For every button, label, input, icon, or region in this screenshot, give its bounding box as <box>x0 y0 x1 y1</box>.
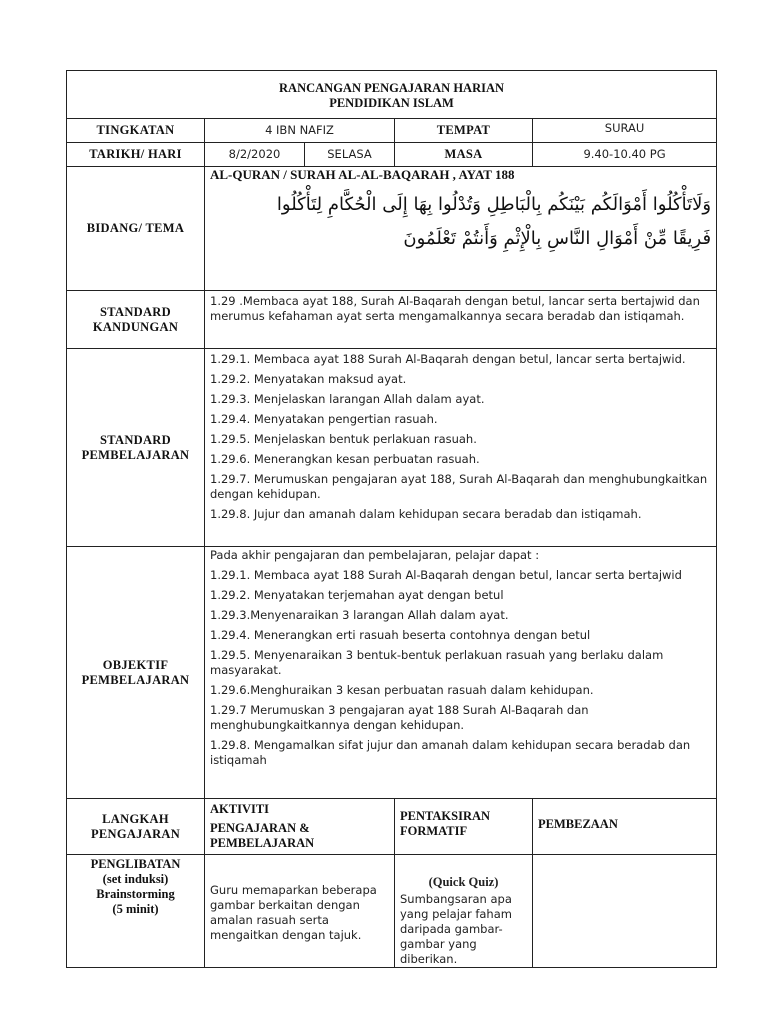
list-item: 1.29.5. Menyenaraikan 3 bentuk-bentuk perlakuan rasuah yang berlaku dalam masyarakat. <box>210 648 664 677</box>
objektif-label <box>67 547 205 799</box>
standard-pembelajaran-list <box>205 349 717 547</box>
aktiviti-header-2: PENGAJARAN & <box>210 821 310 835</box>
list-item: 1.29.2. Menyatakan terjemahan ayat dengan betul <box>210 588 504 602</box>
quran-verse-line-1: وَلَاتَأْكُلُوا أَمْوَالَكُم بَيْنَكُم بِالْبَاطِلِ وَتُدْلُوا بِهَا إِلَى الْحُكَّامِ لِتَأْكُلُوا <box>276 194 712 215</box>
penglibatan-step <box>67 855 205 968</box>
title-line-2: PENDIDIKAN ISLAM <box>329 96 454 110</box>
tarikh-label: TARIKH/ HARI <box>67 143 205 167</box>
tempat-label: TEMPAT <box>395 119 533 143</box>
standard-kandungan-label <box>67 291 205 349</box>
aktiviti-header-3: PEMBELAJARAN <box>210 836 315 850</box>
masa-value: 9.40-10.40 PG <box>533 143 717 167</box>
bidang-label: BIDANG/ TEMA <box>67 167 205 291</box>
document-title <box>67 71 717 119</box>
quran-verse-line-2: فَرِيقًا مِّنْ أَمْوَالِ النَّاسِ بِالْإِثْمِ وَأَنتُمْ تَعْلَمُونَ <box>403 228 712 249</box>
penglibatan-title: PENGLIBATAN <box>90 857 181 871</box>
list-item: 1.29.1. Membaca ayat 188 Surah Al-Baqarah dengan betul, lancar serta bertajwid. <box>210 352 686 366</box>
list-item: 1.29.6. Menerangkan kesan perbuatan rasuah. <box>210 452 480 466</box>
quick-quiz-text: Sumbangsaran apa yang pelajar faham daripada gambar-gambar yang diberikan. <box>400 892 512 966</box>
quick-quiz-title: (Quick Quiz) <box>428 875 499 889</box>
langkah-header <box>67 799 205 855</box>
aktiviti-header-1: AKTIVITI <box>210 802 270 816</box>
tempat-value: SURAU <box>533 119 717 143</box>
tarikh-value: 8/2/2020 <box>205 143 305 167</box>
objektif-intro: Pada akhir pengajaran dan pembelajaran, pelajar dapat : <box>210 548 540 562</box>
bidang-heading: AL-QURAN / SURAH AL-AL-BAQARAH , AYAT 188 <box>210 167 515 182</box>
objektif-label-1: OBJEKTIF <box>102 657 169 672</box>
penglibatan-pembezaan <box>533 855 717 968</box>
objektif-list <box>205 547 717 799</box>
tingkatan-label: TINGKATAN <box>67 119 205 143</box>
list-item: 1.29.4. Menyatakan pengertian rasuah. <box>210 412 438 426</box>
list-item: 1.29.8. Jujur dan amanah dalam kehidupan secara beradab dan istiqamah. <box>210 507 642 521</box>
bidang-content <box>205 167 717 291</box>
pembezaan-header: PEMBEZAAN <box>533 799 717 855</box>
title-line-1: RANCANGAN PENGAJARAN HARIAN <box>279 81 505 95</box>
list-item: 1.29.3. Menjelaskan larangan Allah dalam ayat. <box>210 392 485 406</box>
list-item: 1.29.5. Menjelaskan bentuk perlakuan rasuah. <box>210 432 477 446</box>
penglibatan-aktiviti: Guru memaparkan beberapa gambar berkaitan dengan amalan rasuah serta mengaitkan dengan tajuk. <box>205 855 395 968</box>
standard-kandungan-label-2: KANDUNGAN <box>92 319 179 334</box>
pentaksiran-header-1: PENTAKSIRAN <box>400 809 491 823</box>
list-item: 1.29.7. Merumuskan pengajaran ayat 188, Surah Al-Baqarah dan menghubungkaitkan dengan kehidupan. <box>210 472 708 501</box>
langkah-header-1: LANGKAH <box>102 811 169 826</box>
pentaksiran-header <box>395 799 533 855</box>
standard-pembelajaran-label-2: PEMBELAJARAN <box>81 447 190 462</box>
list-item: 1.29.4. Menerangkan erti rasuah beserta contohnya dengan betul <box>210 628 591 642</box>
objektif-label-2: PEMBELAJARAN <box>81 672 190 687</box>
lesson-plan-table <box>66 70 717 968</box>
standard-pembelajaran-label-1: STANDARD <box>100 432 171 447</box>
standard-kandungan-label-1: STANDARD <box>100 304 171 319</box>
penglibatan-sub-3: (5 minit) <box>112 902 159 916</box>
penglibatan-pentaksiran <box>395 855 533 968</box>
penglibatan-sub-1: (set induksi) <box>102 872 169 886</box>
aktiviti-header <box>205 799 395 855</box>
pentaksiran-header-2: FORMATIF <box>400 824 468 838</box>
list-item: 1.29.2. Menyatakan maksud ayat. <box>210 372 407 386</box>
list-item: 1.29.8. Mengamalkan sifat jujur dan amanah dalam kehidupan secara beradab dan istiqamah <box>210 738 691 767</box>
list-item: 1.29.7 Merumuskan 3 pengajaran ayat 188 Surah Al-Baqarah dan menghubungkaitkannya dengan kehidupan. <box>210 703 589 732</box>
langkah-header-2: PENGAJARAN <box>90 826 181 841</box>
standard-kandungan-text: 1.29 .Membaca ayat 188, Surah Al-Baqarah dengan betul, lancar serta bertajwid dan merumus kefahaman ayat serta mengamalkannya secara beradab dan istiqamah. <box>205 291 717 349</box>
penglibatan-sub-2: Brainstorming <box>96 887 175 901</box>
quran-verse <box>210 188 711 256</box>
hari-value: SELASA <box>305 143 395 167</box>
masa-label: MASA <box>395 143 533 167</box>
list-item: 1.29.3.Menyenaraikan 3 larangan Allah dalam ayat. <box>210 608 509 622</box>
list-item: 1.29.1. Membaca ayat 188 Surah Al-Baqarah dengan betul, lancar serta bertajwid <box>210 568 682 582</box>
tingkatan-value: 4 IBN NAFIZ <box>205 119 395 143</box>
standard-pembelajaran-label <box>67 349 205 547</box>
list-item: 1.29.6.Menghuraikan 3 kesan perbuatan rasuah dalam kehidupan. <box>210 683 594 697</box>
